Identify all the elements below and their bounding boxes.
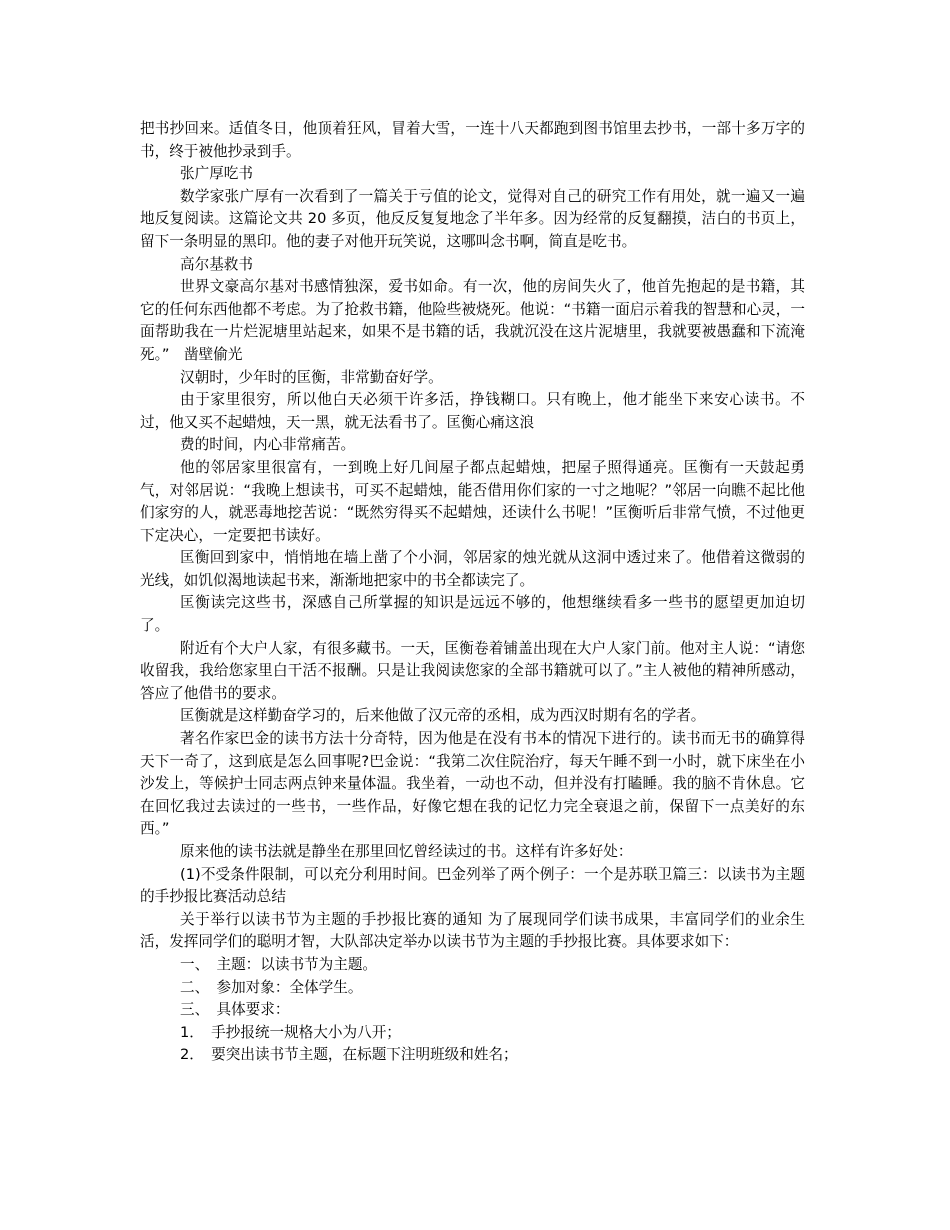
paragraph: 费的时间，内心非常痛苦。 xyxy=(180,436,356,454)
paragraph: 关于举行以读书节为主题的手抄报比赛的通知 为了展现同学们读书成果，丰富同学们的业余生活，发挥同学们的聪明才智，大队部决定举办以读书节为主题的手抄报比赛。具体要求如下： xyxy=(140,910,805,951)
paragraph: 原来他的读书法就是静坐在那里回忆曾经读过的书。这样有许多好处： xyxy=(180,843,633,860)
paragraph: 他的邻居家里很富有，一到晚上好几间屋子都点起蜡烛，把屋子照得通亮。匡衡有一天鼓起勇气，对邻居说：“我晚上想读书，可买不起蜡烛，能否借用你们家的一寸之地呢？”邻居一向瞧不起比他们家穷的人，就恶毒地挖苦说：“既然穷得买不起蜡烛，还读什么书呢！”匡衡听后非常气愤，不过他更下定决心，一定要把书读好。 xyxy=(140,458,805,544)
list-item: 一、 主题：以读书节为主题。 xyxy=(180,955,378,973)
list-item: 二、 参加对象：全体学生。 xyxy=(180,978,363,996)
paragraph: 匡衡读完这些书，深感自己所掌握的知识是远远不够的，他想继续看多一些书的愿望更加迫切了。 xyxy=(140,594,805,635)
paragraph: 汉朝时，少年时的匡衡，非常勤奋好学。 xyxy=(180,368,443,386)
paragraph: 附近有个大户人家，有很多藏书。一天，匡衡卷着铺盖出现在大户人家门前。他对主人说：“请您收留我，我给您家里白干活不报酬。只是让我阅读您家的全部书籍就可以了。”主人被他的精神所感动，答应了他借书的要求。 xyxy=(140,639,805,702)
paragraph: 匡衡就是这样勤奋学习的，后来他做了汉元帝的丞相，成为西汉时期有名的学者。 xyxy=(180,707,706,725)
list-item: 2． 要突出读书节主题，在标题下注明班级和姓名； xyxy=(180,1046,518,1064)
paragraph: 把书抄回来。适值冬日，他顶着狂风，冒着大雪，一连十八天都跑到图书馆里去抄书，一部十多万字的书，终于被他抄录到手。 xyxy=(140,120,805,160)
paragraph: (1)不受条件限制，可以充分利用时间。巴金列举了两个例子：一个是苏联卫篇三：以读书为主题的手抄报比赛活动总结 xyxy=(140,865,805,906)
list-item: 三、 具体要求： xyxy=(180,1001,290,1019)
paragraph: 世界文豪高尔基对书感情独深，爱书如命。有一次，他的房间失火了，他首先抱起的是书籍，其它的任何东西他都不考虑。为了抢救书籍，他险些被烧死。他说：“书籍一面启示着我的智慧和心灵，一面帮助我在一片烂泥塘里站起来，如果不是书籍的话，我就沉没在这片泥塘里，我就要被愚蠢和下流淹死。” 凿壁偷光 xyxy=(140,278,805,363)
paragraph: 匡衡回到家中，悄悄地在墙上凿了个小洞，邻居家的烛光就从这洞中透过来了。他借着这微弱的光线，如饥似渴地读起书来，渐渐地把家中的书全都读完了。 xyxy=(140,549,805,589)
list-item: 1． 手抄报统一规格大小为八开； xyxy=(180,1023,401,1041)
section-heading: 高尔基救书 xyxy=(180,255,253,273)
paragraph: 著名作家巴金的读书方法十分奇特，因为他是在没有书本的情况下进行的。读书而无书的确算得天下一奇了，这到底是怎么回事呢?巴金说：“我第二次住院治疗，每天午睡不到一小时，就下床坐在小沙发上，等候护士同志两点钟来量体温。我坐着，一动也不动，但并没有打瞌睡。我的脑不肯休息。它在回忆我过去读过的一些书，一些作品，好像它想在我的记忆力完全衰退之前，保留下一点美好的东西。” xyxy=(140,730,805,838)
paragraph: 数学家张广厚有一次看到了一篇关于亏值的论文，觉得对自己的研究工作有用处，就一遍又一遍地反复阅读。这篇论文共 20 多页，他反反复复地念了半年多。因为经常的反复翻摸，洁白的书页上，留下一条明显的黑印。他的妻子对他开玩笑说，这哪叫念书啊，简直是吃书。 xyxy=(140,187,805,250)
paragraph: 由于家里很穷，所以他白天必须干许多活，挣钱糊口。只有晚上，他才能坐下来安心读书。不过，他又买不起蜡烛，天一黑，就无法看书了。匡衡心痛这浪 xyxy=(140,391,805,431)
document-body xyxy=(140,118,805,1067)
section-heading: 张广厚吃书 xyxy=(180,165,253,183)
